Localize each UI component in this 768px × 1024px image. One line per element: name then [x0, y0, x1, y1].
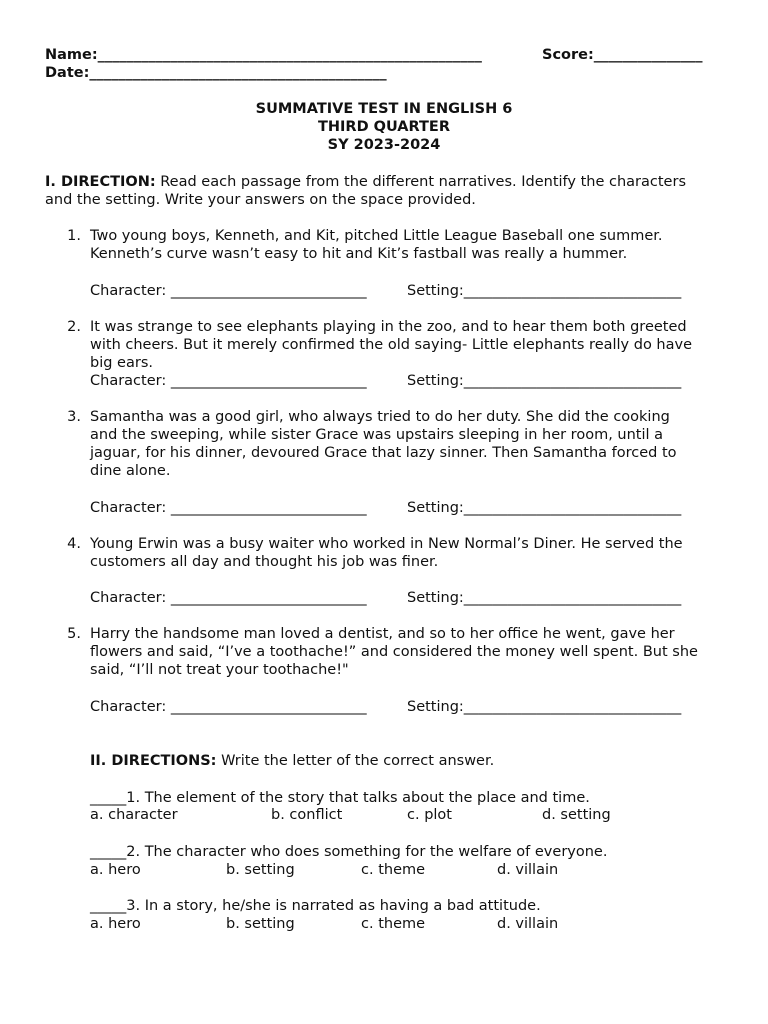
question-stem: _____2. The character who does something for the welfare of everyone.	[90, 844, 608, 860]
choice-a: a. character	[90, 807, 178, 823]
test-title: SUMMATIVE TEST IN ENGLISH 6	[255, 101, 513, 117]
passage-line: and the sweeping, while sister Grace was upstairs sleeping in her room, until a	[90, 427, 664, 443]
choice-b: b. setting	[226, 862, 295, 878]
item-number: 5.	[67, 626, 81, 642]
passage-line: Young Erwin was a busy waiter who worked in New Normal’s Diner. He served the	[90, 536, 683, 552]
choice-c: c. theme	[361, 862, 426, 878]
setting-answer-field: Setting:______________________________	[407, 373, 682, 389]
item-number: 4.	[67, 536, 81, 552]
passage-line: flowers and said, “I’ve a toothache!” and considered the money well spent. But she	[90, 644, 698, 660]
choice-d: d. villain	[497, 862, 559, 878]
name-field: Name:_____________________________________________________	[45, 47, 482, 63]
item-number: 3.	[67, 409, 81, 425]
part1-direction-text: Read each passage from the different narratives. Identify the characters	[155, 174, 686, 190]
setting-answer-field: Setting:______________________________	[407, 590, 682, 606]
question-stem: _____1. The element of the story that talks about the place and time.	[90, 790, 590, 806]
setting-answer-field: Setting:______________________________	[407, 500, 682, 516]
item-number: 1.	[67, 228, 81, 244]
choice-b: b. conflict	[271, 807, 343, 823]
passage-line: Samantha was a good girl, who always tried to do her duty. She did the cooking	[90, 409, 670, 425]
quarter-title: THIRD QUARTER	[317, 119, 451, 135]
passage-line: dine alone.	[90, 463, 171, 479]
choice-d: d. villain	[497, 916, 559, 932]
choice-a: a. hero	[90, 916, 141, 932]
date-field: Date:_________________________________________	[45, 65, 387, 81]
part1-direction	[45, 173, 686, 191]
part2-direction-text: Write the letter of the correct answer.	[216, 753, 495, 769]
passage-line: Kenneth’s curve wasn’t easy to hit and Kit’s fastball was really a hummer.	[90, 246, 628, 262]
item-number: 2.	[67, 319, 81, 335]
passage-line: with cheers. But it merely confirmed the old saying- Little elephants really do have	[90, 337, 693, 353]
part1-direction-continued: and the setting. Write your answers on the space provided.	[45, 192, 476, 208]
passage-line: customers all day and thought his job was finer.	[90, 554, 439, 570]
character-answer-field: Character: ___________________________	[90, 699, 367, 715]
part2-direction	[90, 752, 494, 770]
passage-line: jaguar, for his dinner, devoured Grace that lazy sinner. Then Samantha forced to	[90, 445, 677, 461]
choice-b: b. setting	[226, 916, 295, 932]
part1-label: I. DIRECTION:	[45, 174, 156, 190]
choice-c: c. theme	[361, 916, 426, 932]
passage-line: big ears.	[90, 355, 153, 371]
choice-c: c. plot	[407, 807, 452, 823]
part2-label: II. DIRECTIONS:	[90, 753, 217, 769]
character-answer-field: Character: ___________________________	[90, 500, 367, 516]
setting-answer-field: Setting:______________________________	[407, 699, 682, 715]
choice-d: d. setting	[542, 807, 611, 823]
passage-line: said, “I’ll not treat your toothache!"	[90, 662, 349, 678]
school-year-title: SY 2023-2024	[327, 137, 441, 153]
score-field: Score:_______________	[542, 47, 703, 63]
choice-a: a. hero	[90, 862, 141, 878]
setting-answer-field: Setting:______________________________	[407, 283, 682, 299]
character-answer-field: Character: ___________________________	[90, 283, 367, 299]
character-answer-field: Character: ___________________________	[90, 373, 367, 389]
character-answer-field: Character: ___________________________	[90, 590, 367, 606]
passage-line: Harry the handsome man loved a dentist, and so to her office he went, gave her	[90, 626, 675, 642]
passage-line: Two young boys, Kenneth, and Kit, pitched Little League Baseball one summer.	[90, 228, 663, 244]
question-stem: _____3. In a story, he/she is narrated as having a bad attitude.	[90, 898, 541, 914]
passage-line: It was strange to see elephants playing in the zoo, and to hear them both greeted	[90, 319, 687, 335]
